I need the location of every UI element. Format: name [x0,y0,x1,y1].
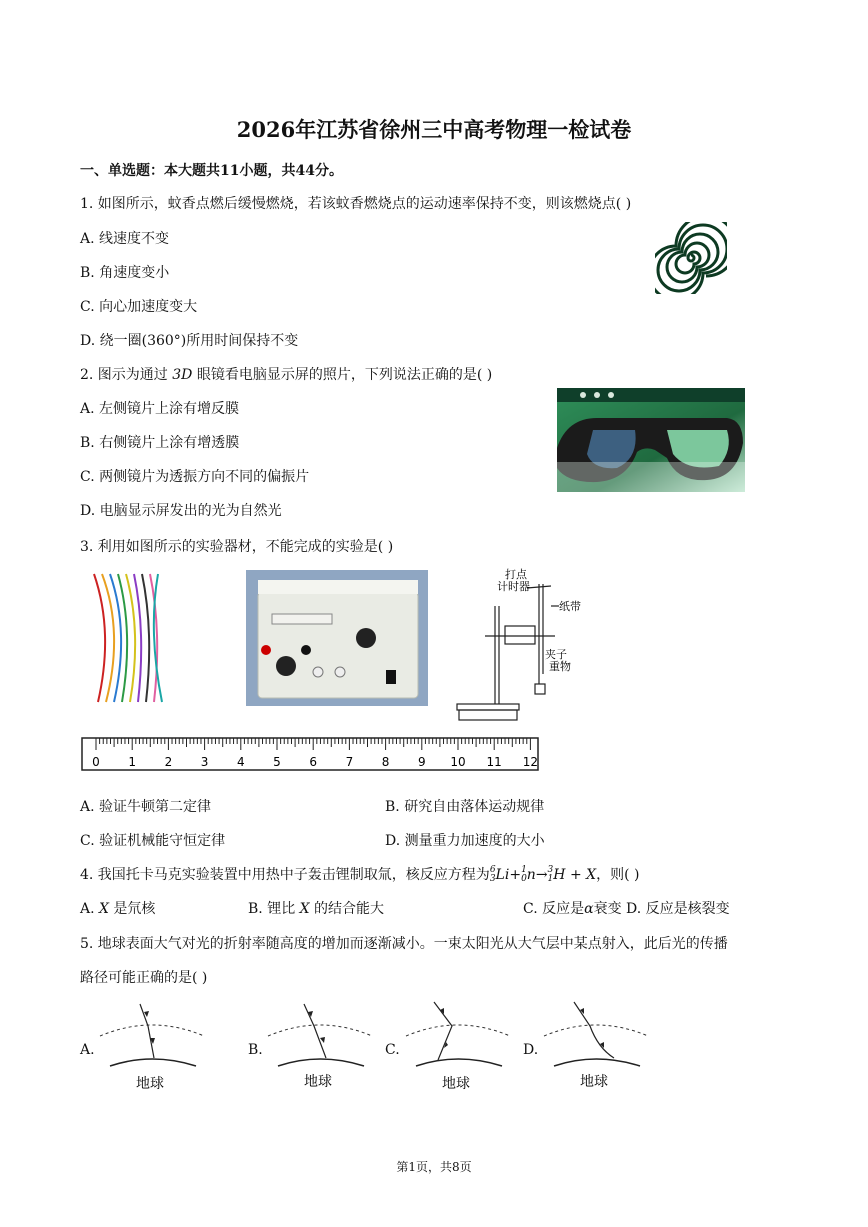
ruler-label: 7 [345,755,354,769]
power-supply-photo [246,570,428,706]
q5-diagram-c [402,998,514,1094]
q1-option-a: A. 线速度不变 [80,231,170,247]
ticker-label: 计时器 [497,580,530,593]
ruler-label: 0 [92,755,100,769]
ruler-label: 8 [381,755,390,769]
ruler-label: 3 [200,755,209,769]
q3-option-b: B. 研究自由落体运动规律 [385,799,545,815]
q4-option-c: C. 反应是α衰变 [523,901,622,917]
svg-text:地球: 地球 [136,1076,164,1092]
q4-option-a: A. X 是氘核 [80,901,156,917]
q5-option-b-label: B. [248,1042,263,1058]
q3-option-a: A. 验证牛顿第二定律 [80,799,212,815]
svg-text:地球: 地球 [442,1076,470,1092]
ruler-label: 9 [417,755,426,769]
q5-diagram-b [264,998,376,1094]
q1-option-c: C. 向心加速度变大 [80,299,198,315]
q5-option-a-label: A. [80,1042,95,1058]
ticker-label: 打点 [505,568,527,581]
ruler-label: 6 [309,755,318,769]
ticker-label: 夹子 [545,648,567,661]
q2-option-d: D. 电脑显示屏发出的光为自然光 [80,503,282,519]
q1-option-d: D. 绕一圈(360°)所用时间保持不变 [80,333,299,349]
q4-option-d: D. 反应是核裂变 [626,901,730,917]
q5-option-c-label: C. [385,1042,400,1058]
q1-stem: 1. 如图所示，蚊香点燃后缓慢燃烧，若该蚊香燃烧点的运动速率保持不变，则该燃烧点( ) [80,196,632,212]
ruler-label: 4 [236,755,245,769]
q2-option-a: A. 左侧镜片上涂有增反膜 [80,401,240,417]
3d-glasses-photo [557,388,745,492]
ruler-label: 10 [450,755,466,769]
page-footer: 第1页，共8页 [396,1160,472,1174]
q1-option-b: B. 角速度变小 [80,265,170,281]
ticker-label: 重物 [549,660,571,673]
ruler-label: 1 [128,755,137,769]
ruler-label: 2 [164,755,173,769]
q2-stem: 2. 图示为通过 3D 眼镜看电脑显示屏的照片，下列说法正确的是( ) [80,367,493,383]
svg-text:地球: 地球 [580,1074,608,1090]
q3-option-c: C. 验证机械能守恒定律 [80,833,226,849]
q2-option-b: B. 右侧镜片上涂有增透膜 [80,435,240,451]
svg-text:地球: 地球 [304,1074,332,1090]
q5-diagram-a [96,998,208,1094]
mosquito-coil-image [655,222,727,294]
section-heading: 一、单选题：本大题共11小题，共44分。 [80,163,343,179]
q5-diagram-d [540,998,652,1094]
q4-option-b: B. 锂比 X 的结合能大 [248,901,385,917]
q5-option-d-label: D. [523,1042,539,1058]
ticker-label: 纸带 [559,600,581,613]
ruler-label: 12 [522,755,539,769]
ruler [80,736,545,774]
q5-stem-line2: 路径可能正确的是( ) [80,970,208,986]
q2-option-c: C. 两侧镜片为透振方向不同的偏振片 [80,469,310,485]
q5-stem-line1: 5. 地球表面大气对光的折射率随高度的增加而逐渐减小。一束太阳光从大气层中某点射入，此后光的传播 [80,936,728,952]
q4-stem: 4. 我国托卡马克实验装置中用热中子轰击锂制取氚，核反应方程为6 3Li+1 0n→3 1H + X，则( ) [80,865,640,884]
page-title: 2026年江苏省徐州三中高考物理一检试卷 [236,117,632,142]
q3-option-d: D. 测量重力加速度的大小 [385,833,545,849]
wires-photo [84,572,168,704]
ticker-timer-diagram [455,566,595,730]
nuclear-equation: 6 3Li+1 0n→3 1H + X [489,865,597,884]
q3-stem: 3. 利用如图所示的实验器材，不能完成的实验是( ) [80,539,394,555]
ruler-label: 11 [486,755,502,769]
ruler-label: 5 [273,755,281,769]
